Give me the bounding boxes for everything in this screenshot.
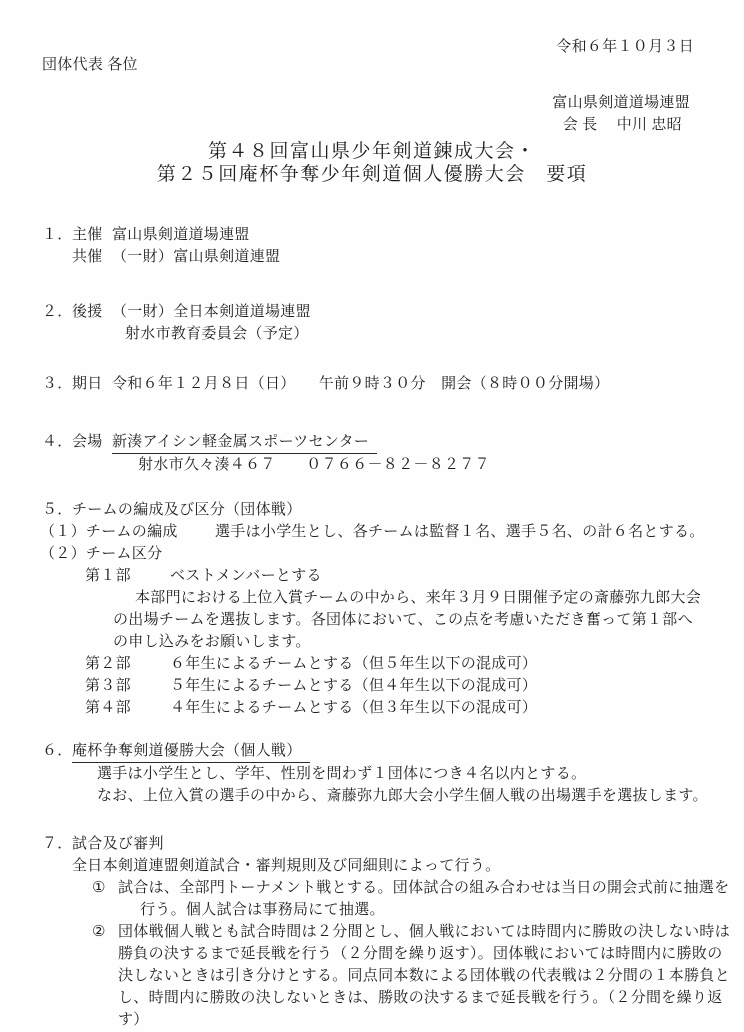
section-1-number: １．	[42, 227, 73, 243]
section-4-address: 射水市久々湊４６７ ０７６６－８２－８２７７	[138, 457, 490, 473]
section-5-part2-label: 第２部	[85, 656, 131, 672]
section-5-part4-text: ４年生によるチームとする（但３年生以下の混成可）	[170, 700, 538, 716]
circled-2-marker: ②	[92, 924, 106, 940]
section-5-heading-row	[0, 499, 744, 521]
section-7-item2-line3: 決しないときは引き分けとする。同点同本数による団体戦の代表戦は２分間の１本勝負と	[118, 968, 731, 984]
section-5-item1-label: （１）チームの編成	[40, 524, 178, 540]
section-5-part3-text: ５年生によるチームとする（但４年生以下の混成可）	[170, 678, 538, 694]
section-5-team-composition	[0, 499, 744, 719]
section-5-part3-label: 第３部	[85, 678, 131, 694]
section-2-support-row	[0, 301, 744, 323]
section-3-value: 令和６年１２月８日（日） 午前９時３０分 開会（８時００分開場）	[112, 376, 610, 392]
issuer-president: 会 長 中川 忠昭	[562, 117, 682, 133]
section-7-item1	[92, 877, 744, 921]
section-5-part4-row	[0, 697, 744, 719]
section-6-heading: 庵杯争奪剣道優勝大会（個人戦）	[72, 740, 310, 763]
section-4-number: ４．	[42, 434, 73, 450]
section-7-heading: 試合及び審判	[72, 836, 164, 852]
section-5-item2-label: （２）チーム区分	[40, 546, 163, 562]
section-5-item1-row	[0, 521, 744, 543]
section-6-number: ６．	[42, 743, 73, 759]
document-title	[0, 140, 744, 186]
addressee: 団体代表 各位	[42, 57, 138, 73]
circled-1-marker: ①	[92, 880, 106, 896]
issuer-organization: 富山県剣道道場連盟	[552, 95, 690, 111]
section-7-intro: 全日本剣道連盟剣道試合・審判規則及び同細則によって行う。	[72, 858, 501, 874]
section-6-line1: 選手は小学生とし、学年、性別を問わず１団体につき４名以内とする。	[97, 766, 587, 782]
section-5-part2-text: ６年生によるチームとする（但５年生以下の混成可）	[170, 656, 538, 672]
section-5-part3-row	[0, 675, 744, 697]
section-1-host-row	[0, 224, 744, 246]
section-1-cohost-row	[0, 246, 744, 268]
section-5-part1-note-line1: 本部門における上位入賞チームの中から、来年３月９日開催予定の斎藤弥九郎大会	[135, 590, 702, 606]
section-7-item2-line5: す）	[118, 1012, 149, 1028]
section-5-part4-label: 第４部	[85, 700, 131, 716]
section-7-heading-row	[0, 833, 744, 855]
section-1-value: 富山県剣道道場連盟	[112, 227, 250, 243]
section-7-item1-line2: 行う。個人試合は事務局にて抽選。	[140, 902, 385, 918]
section-5-heading: チームの編成及び区分（団体戦）	[72, 502, 302, 518]
section-3-date	[0, 373, 744, 395]
section-3-date-row	[0, 373, 744, 395]
section-4-venue	[0, 431, 744, 476]
section-1-label: 主催	[72, 227, 103, 243]
section-7-match-rules	[0, 833, 744, 1031]
section-3-number: ３．	[42, 376, 73, 392]
section-2-number: ２．	[42, 304, 73, 320]
section-1-cohost-label: 共催	[72, 249, 103, 265]
section-2-value2: 射水市教育委員会（予定）	[125, 326, 309, 342]
document-date: 令和６年１０月３日	[556, 39, 694, 55]
section-7-item2-line2: 勝負の決するまで延長戦を行う（２分間を繰り返す）。団体戦においては時間内に勝敗の	[118, 946, 723, 962]
section-4-label: 会場	[72, 434, 103, 450]
section-6-heading-row	[0, 740, 744, 763]
section-7-item1-line1: 試合は、全部門トーナメント戦とする。団体試合の組み合わせは当日の開会式前に抽選を	[118, 880, 730, 896]
section-2-value: （一財）全日本剣道道場連盟	[112, 304, 311, 320]
section-5-part1-note-line2: の出場チームを選抜します。各団体において、この点を考慮いただき奮って第１部へ	[113, 612, 693, 628]
section-4-venue-row	[0, 431, 744, 454]
section-7-item2-line4: し、時間内に勝敗の決しないときは、勝敗の決するまで延長戦を行う。（２分間を繰り返	[118, 990, 723, 1006]
section-1-cohost-value: （一財）富山県剣道連盟	[112, 249, 281, 265]
section-5-number: ５．	[42, 502, 73, 518]
section-1-host	[0, 224, 744, 268]
section-6-line2: なお、上位入賞の選手の中から、斎藤弥九郎大会小学生個人戦の出場選手を選抜します。	[97, 788, 708, 804]
section-6-individual-tournament	[0, 740, 744, 807]
section-7-item2	[92, 921, 744, 1031]
document-title-line1: 第４８回富山県少年剣道錬成大会・	[207, 141, 536, 162]
section-7-number: ７．	[42, 836, 73, 852]
section-5-item1-text: 選手は小学生とし、各チームは監督１名、選手５名、の計６名とする。	[215, 524, 705, 540]
section-2-label: 後援	[72, 304, 103, 320]
section-7-item2-line1: 団体戦個人戦とも試合時間は２分間とし、個人戦においては時間内に勝敗の決しない時は	[118, 924, 731, 940]
section-3-label: 期日	[72, 376, 103, 392]
section-7-item2-text	[118, 921, 730, 1031]
section-5-part1-text: ベストメンバーとする	[170, 568, 322, 584]
section-7-item1-text	[118, 877, 729, 921]
section-5-part1-note-line3: の申し込みをお願いします。	[113, 634, 311, 650]
section-5-part1-row	[0, 565, 744, 587]
document-title-line2: 第２５回庵杯争奪少年剣道個人優勝大会 要項	[156, 164, 588, 185]
section-2-support	[0, 301, 744, 345]
section-5-part2-row	[0, 653, 744, 675]
section-5-part1-label: 第１部	[85, 568, 131, 584]
section-4-venue-name: 新湊アイシン軽金属スポーツセンター	[112, 431, 377, 454]
